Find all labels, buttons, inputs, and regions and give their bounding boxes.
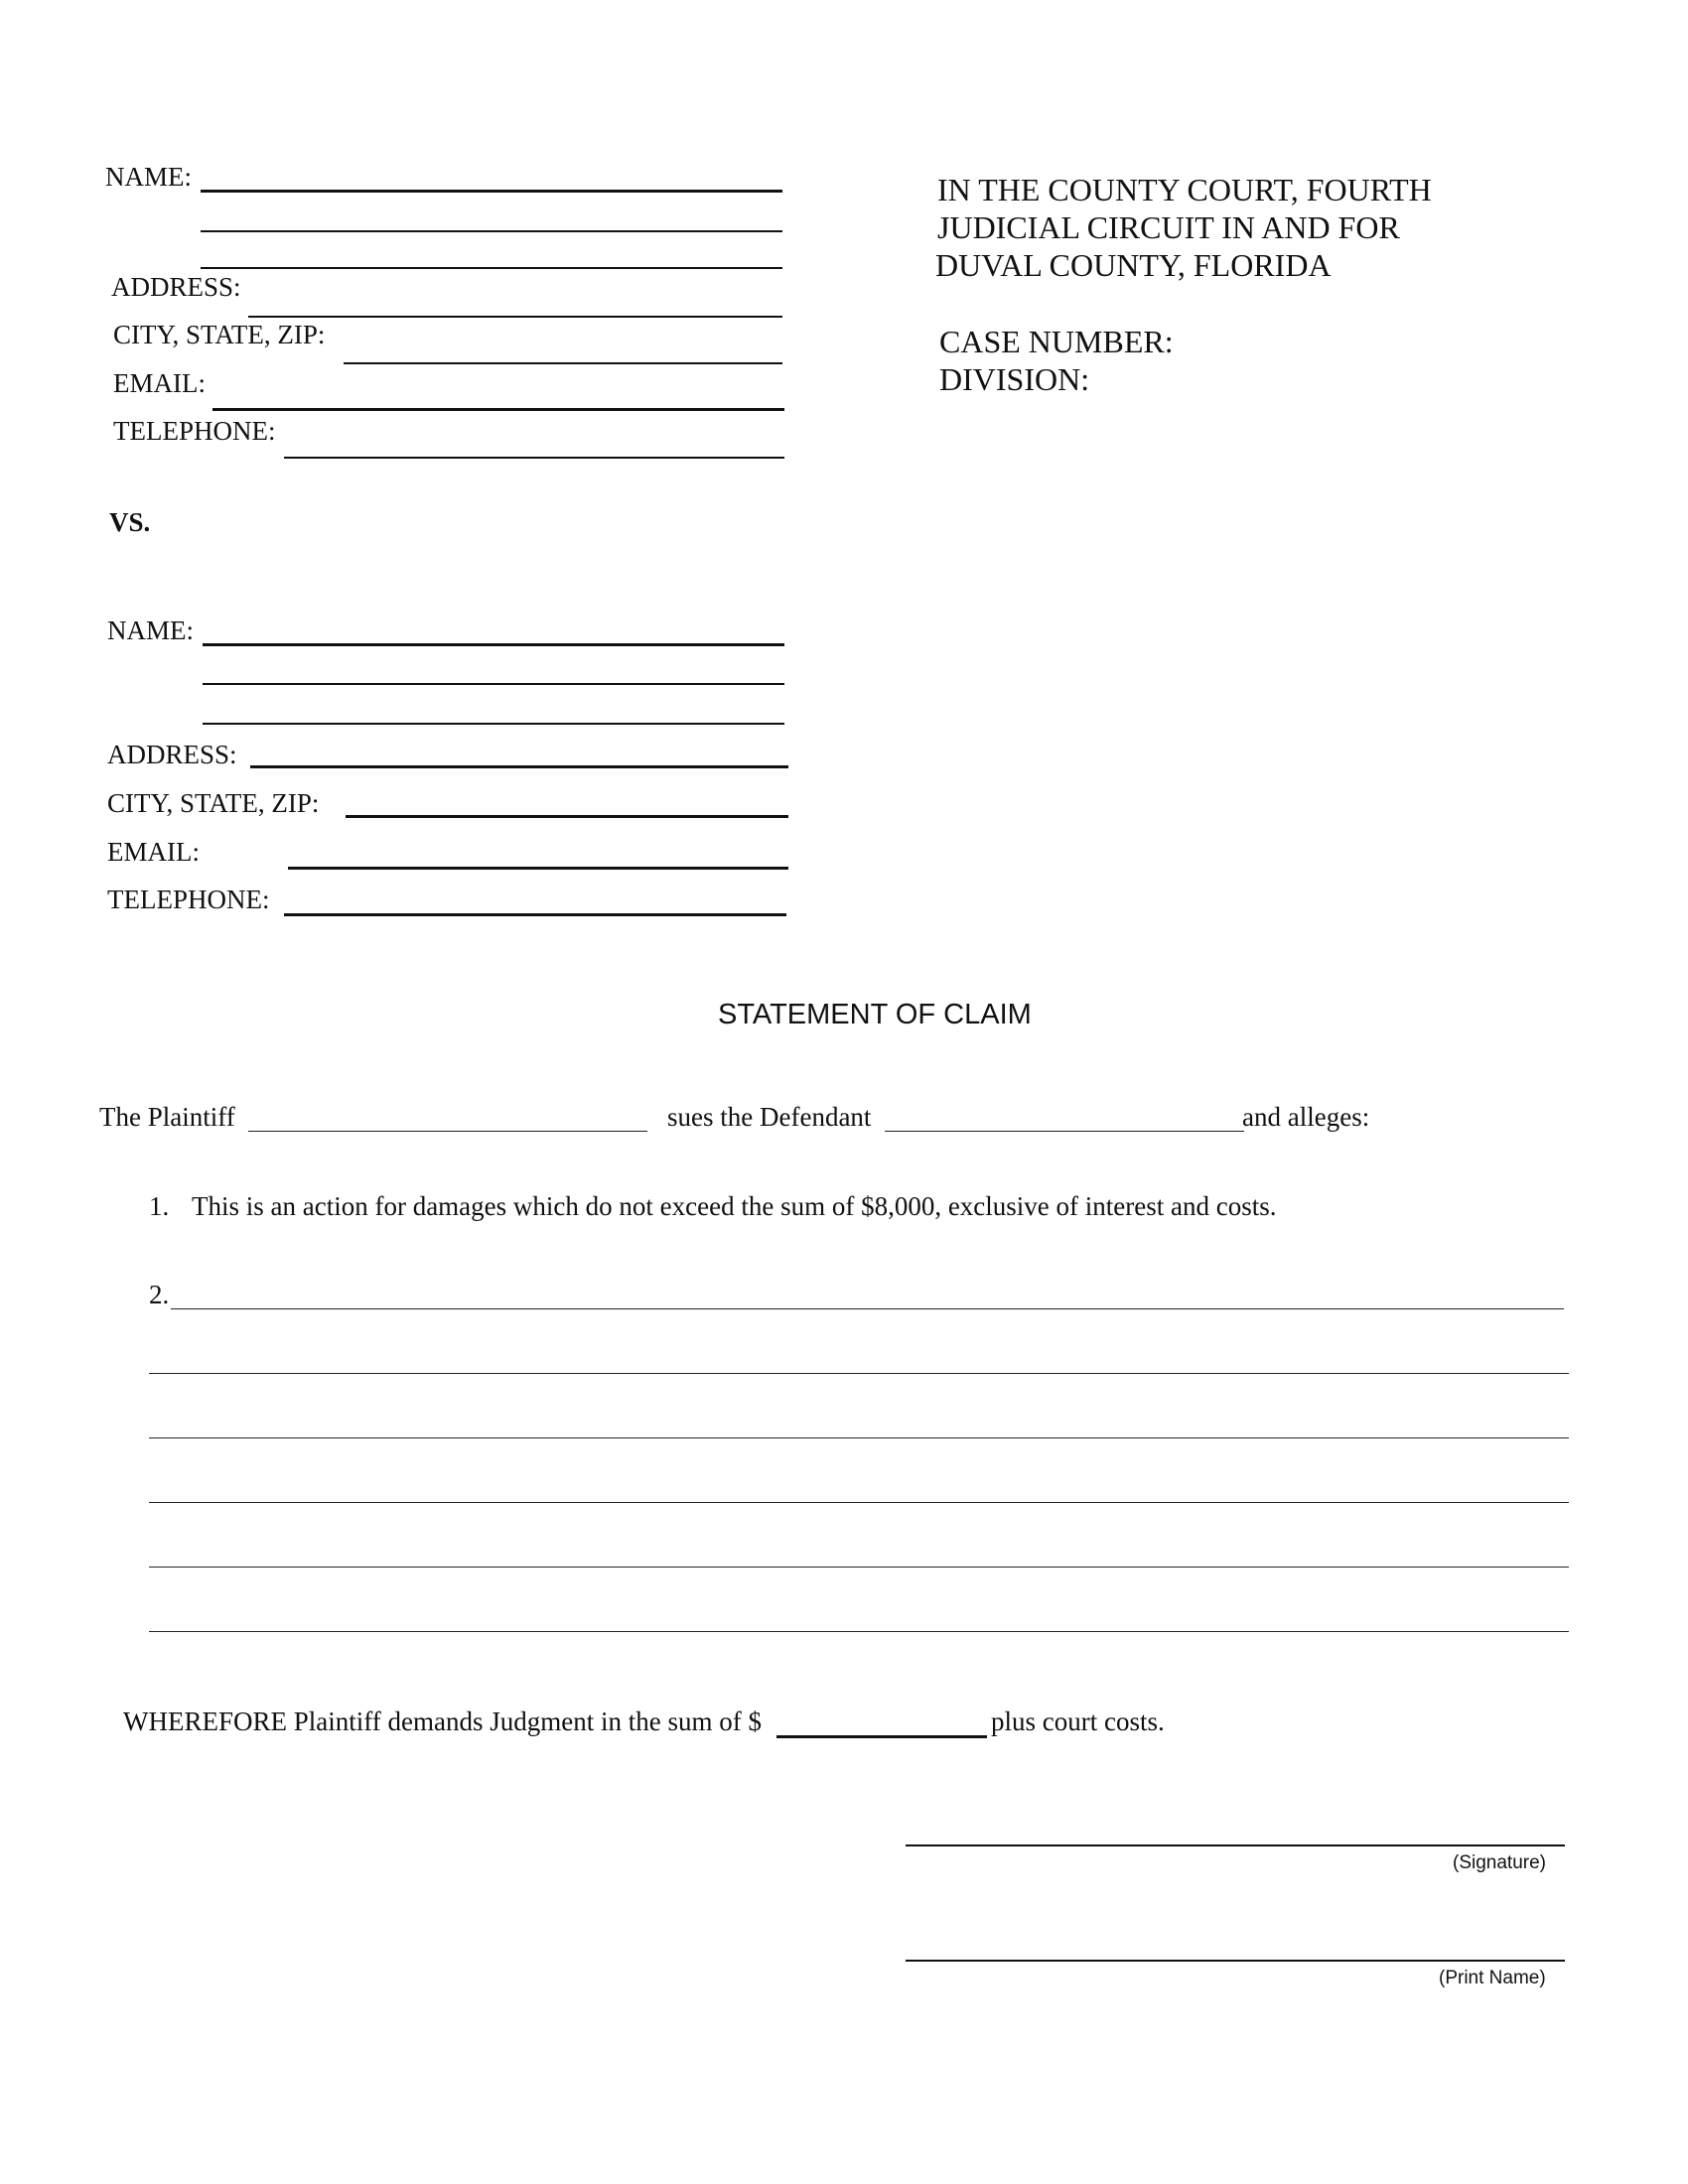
item-1-text: This is an action for damages which do not exceed the sum of $8,000, exclusive of interest and costs. <box>192 1191 1277 1221</box>
case-number-label: CASE NUMBER: <box>939 324 1174 359</box>
document-title: STATEMENT OF CLAIM <box>718 999 1032 1030</box>
defendant-telephone-label: TELEPHONE: <box>107 885 270 914</box>
plaintiff-telephone-line[interactable] <box>284 457 784 459</box>
plaintiff-name-label: NAME: <box>105 162 192 192</box>
item-2-line-5[interactable] <box>149 1567 1569 1568</box>
plaintiff-city-line[interactable] <box>344 362 782 364</box>
print-name-line[interactable] <box>906 1960 1565 1962</box>
judgment-amount-line[interactable] <box>776 1735 987 1738</box>
court-line-2: JUDICIAL CIRCUIT IN AND FOR <box>937 209 1400 245</box>
plaintiff-prefix-text: The Plaintiff <box>99 1102 235 1132</box>
signature-label: (Signature) <box>1453 1852 1546 1873</box>
plaintiff-email-line[interactable] <box>212 408 784 411</box>
item-2-number: 2. <box>149 1280 170 1309</box>
item-2-line-6[interactable] <box>149 1631 1569 1632</box>
defendant-email-line[interactable] <box>288 867 788 870</box>
defendant-name-line-2[interactable] <box>203 683 784 685</box>
item-2-line-4[interactable] <box>149 1502 1569 1503</box>
division-label: DIVISION: <box>939 361 1090 397</box>
item-2-line-3[interactable] <box>149 1437 1569 1438</box>
versus-label: VS. <box>109 507 151 537</box>
alleges-text: and alleges: <box>1242 1102 1370 1132</box>
defendant-telephone-line[interactable] <box>284 913 786 916</box>
defendant-address-label: ADDRESS: <box>107 740 237 769</box>
print-name-label: (Print Name) <box>1439 1968 1546 1988</box>
item-2-line-1[interactable] <box>171 1308 1564 1309</box>
defendant-address-line[interactable] <box>250 765 788 768</box>
plaintiff-city-label: CITY, STATE, ZIP: <box>113 320 326 349</box>
plaintiff-name-line-2[interactable] <box>201 230 782 232</box>
defendant-name-label: NAME: <box>107 615 194 645</box>
plaintiff-name-line-1[interactable] <box>201 190 782 193</box>
plaintiff-name-line-3[interactable] <box>201 267 782 269</box>
sues-defendant-text: sues the Defendant <box>667 1102 872 1132</box>
defendant-party-line[interactable] <box>885 1131 1244 1132</box>
defendant-city-label: CITY, STATE, ZIP: <box>107 788 320 818</box>
item-1-number: 1. <box>149 1191 170 1221</box>
defendant-email-label: EMAIL: <box>107 837 200 867</box>
wherefore-prefix-text: WHEREFORE Plaintiff demands Judgment in the sum of $ <box>123 1706 762 1736</box>
defendant-city-line[interactable] <box>346 815 788 818</box>
plaintiff-email-label: EMAIL: <box>113 368 206 398</box>
defendant-name-line-3[interactable] <box>203 723 784 725</box>
court-line-3: DUVAL COUNTY, FLORIDA <box>935 247 1332 283</box>
signature-line[interactable] <box>906 1844 1565 1846</box>
plaintiff-address-label: ADDRESS: <box>111 272 241 302</box>
plaintiff-address-line[interactable] <box>248 316 782 318</box>
plaintiff-party-line[interactable] <box>248 1131 647 1132</box>
wherefore-suffix-text: plus court costs. <box>991 1706 1165 1736</box>
item-2-line-2[interactable] <box>149 1373 1569 1374</box>
defendant-name-line-1[interactable] <box>203 643 784 646</box>
plaintiff-telephone-label: TELEPHONE: <box>113 416 276 446</box>
court-line-1: IN THE COUNTY COURT, FOURTH <box>937 172 1432 207</box>
